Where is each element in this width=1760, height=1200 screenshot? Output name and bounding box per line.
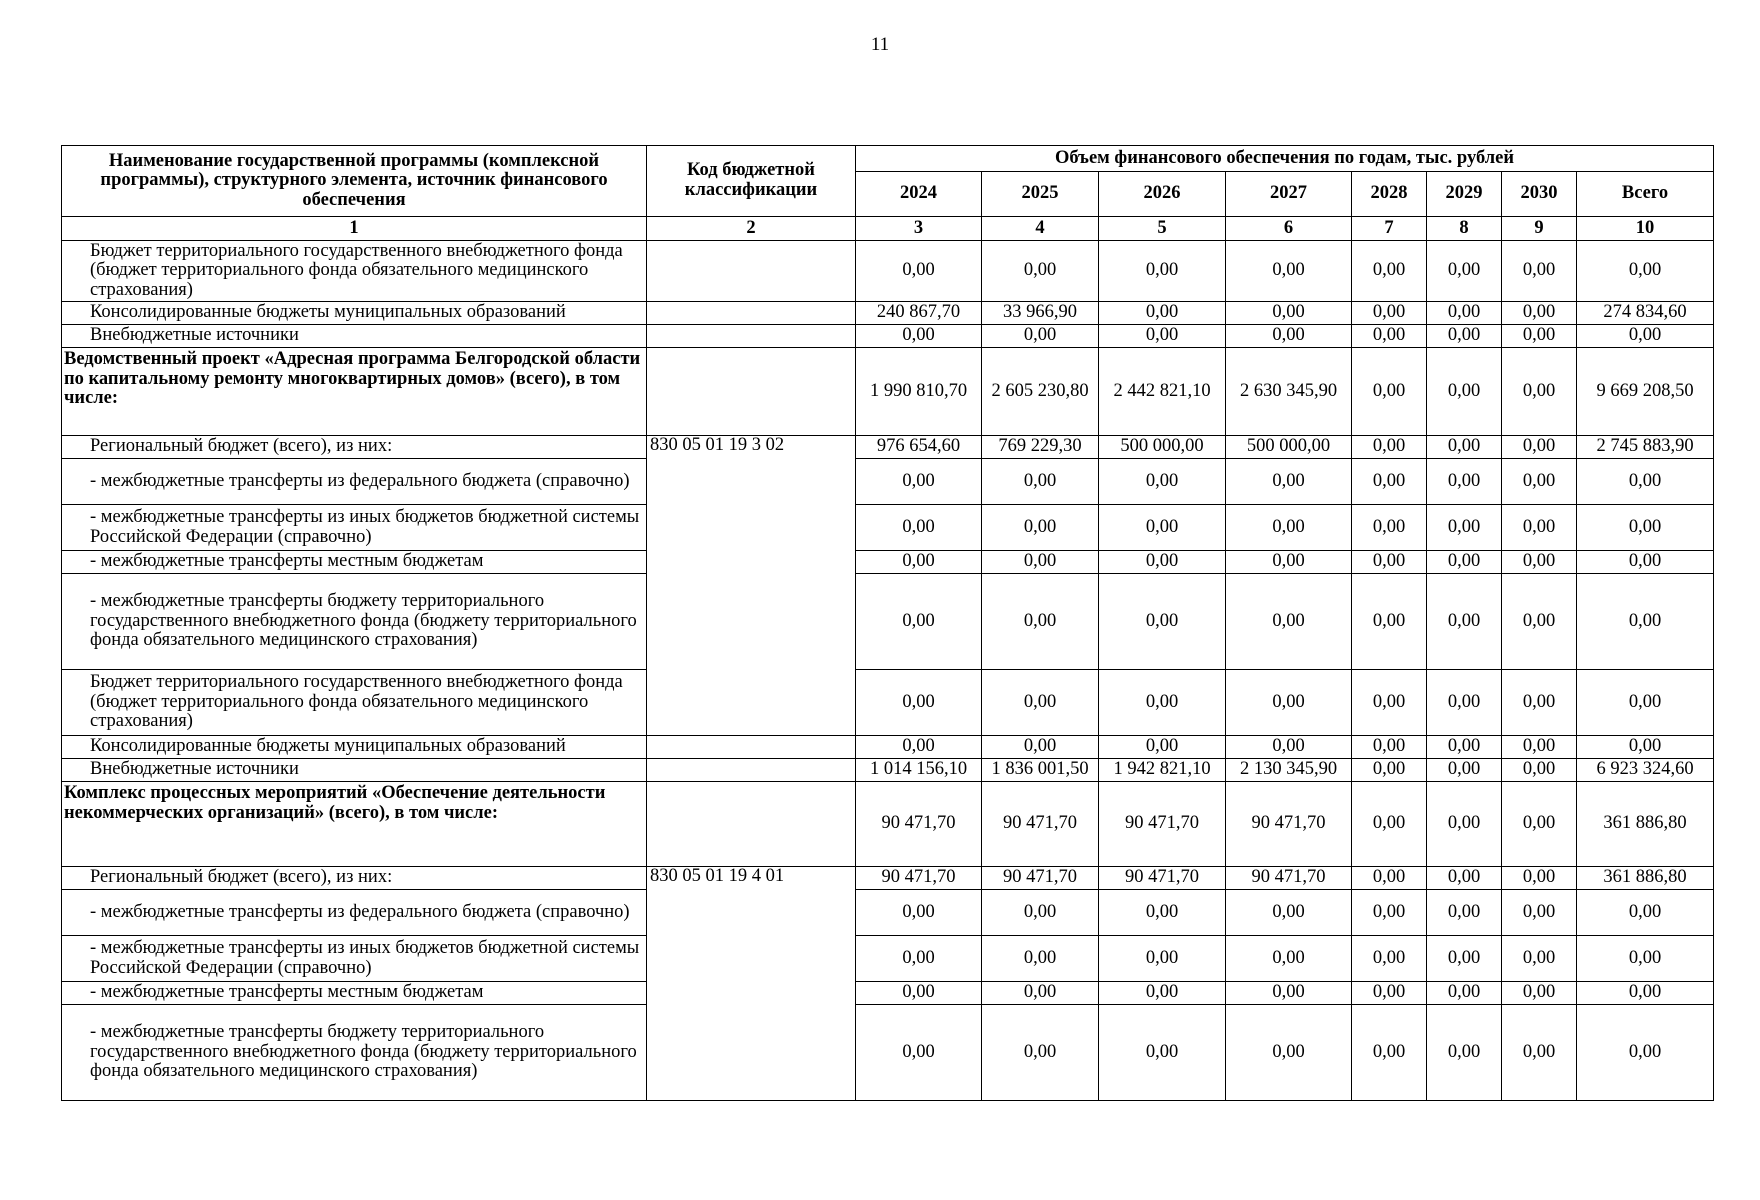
row-name: - межбюджетные трансферты местным бюджетам — [62, 551, 647, 574]
row-value-2029: 0,00 — [1427, 551, 1502, 574]
row-value-2024: 976 654,60 — [856, 436, 982, 459]
row-value-2025: 0,00 — [982, 936, 1099, 982]
row-value-2026: 0,00 — [1099, 325, 1226, 348]
row-value-2028: 0,00 — [1352, 241, 1427, 302]
row-value-2030: 0,00 — [1502, 936, 1577, 982]
row-value-2027: 0,00 — [1226, 982, 1352, 1005]
row-value-2030: 0,00 — [1502, 736, 1577, 759]
row-value-2028: 0,00 — [1352, 302, 1427, 325]
row-value-2030: 0,00 — [1502, 436, 1577, 459]
row-value-2029: 0,00 — [1427, 1005, 1502, 1101]
row-value-2024: 240 867,70 — [856, 302, 982, 325]
page-number: 11 — [870, 34, 890, 55]
row-value-2027: 0,00 — [1226, 736, 1352, 759]
row-value-2030: 0,00 — [1502, 505, 1577, 551]
row-value-2026: 90 471,70 — [1099, 782, 1226, 867]
row-value-2029: 0,00 — [1427, 782, 1502, 867]
header-year-2027: 2027 — [1226, 172, 1352, 217]
row-value-2027: 90 471,70 — [1226, 782, 1352, 867]
row-value-2029: 0,00 — [1427, 348, 1502, 436]
row-code — [647, 241, 856, 302]
row-value-total: 0,00 — [1577, 736, 1714, 759]
row-value-2026: 0,00 — [1099, 505, 1226, 551]
row-value-2028: 0,00 — [1352, 505, 1427, 551]
row-value-2028: 0,00 — [1352, 759, 1427, 782]
row-value-2025: 0,00 — [982, 1005, 1099, 1101]
row-value-2025: 33 966,90 — [982, 302, 1099, 325]
row-value-2024: 0,00 — [856, 505, 982, 551]
row-value-total: 2 745 883,90 — [1577, 436, 1714, 459]
row-value-2024: 0,00 — [856, 459, 982, 505]
row-value-2028: 0,00 — [1352, 436, 1427, 459]
row-value-2024: 0,00 — [856, 241, 982, 302]
row-value-total: 0,00 — [1577, 459, 1714, 505]
row-value-2027: 90 471,70 — [1226, 867, 1352, 890]
row-value-2024: 0,00 — [856, 574, 982, 670]
table-row — [62, 867, 1714, 890]
table-row — [62, 348, 1714, 436]
row-name: - межбюджетные трансферты местным бюджетам — [62, 982, 647, 1005]
row-code — [647, 302, 856, 325]
row-value-2025: 2 605 230,80 — [982, 348, 1099, 436]
row-name: - межбюджетные трансферты из федерального бюджета (справочно) — [62, 459, 647, 505]
row-value-2025: 0,00 — [982, 551, 1099, 574]
financing-table — [61, 145, 1714, 1101]
row-value-2026: 0,00 — [1099, 890, 1226, 936]
row-value-2024: 0,00 — [856, 1005, 982, 1101]
table-row — [62, 551, 1714, 574]
row-value-2030: 0,00 — [1502, 325, 1577, 348]
row-value-2026: 1 942 821,10 — [1099, 759, 1226, 782]
row-value-2030: 0,00 — [1502, 759, 1577, 782]
header-funding-group: Объем финансового обеспечения по годам, тыс. рублей — [856, 146, 1714, 172]
row-value-2024: 90 471,70 — [856, 782, 982, 867]
row-value-total: 361 886,80 — [1577, 867, 1714, 890]
row-value-total: 6 923 324,60 — [1577, 759, 1714, 782]
index-cell: 3 — [856, 217, 982, 241]
row-name: - межбюджетные трансферты бюджету территориального государственного внебюджетного фонда (бюджету территориального фонда обязательного медицинского страхования) — [62, 574, 647, 670]
row-value-2026: 0,00 — [1099, 241, 1226, 302]
row-value-total: 0,00 — [1577, 670, 1714, 736]
row-value-2028: 0,00 — [1352, 890, 1427, 936]
row-value-2027: 0,00 — [1226, 302, 1352, 325]
row-value-2027: 2 130 345,90 — [1226, 759, 1352, 782]
header-code: Код бюджетной классификации — [647, 146, 856, 217]
row-code: 830 05 01 19 3 02 — [647, 436, 856, 736]
row-name: Региональный бюджет (всего), из них: — [62, 867, 647, 890]
table-row — [62, 736, 1714, 759]
row-value-2026: 0,00 — [1099, 982, 1226, 1005]
index-cell: 6 — [1226, 217, 1352, 241]
row-code — [647, 325, 856, 348]
row-value-2024: 0,00 — [856, 982, 982, 1005]
row-value-2026: 0,00 — [1099, 459, 1226, 505]
table-row — [62, 890, 1714, 936]
table-row — [62, 302, 1714, 325]
row-value-total: 9 669 208,50 — [1577, 348, 1714, 436]
row-value-2027: 0,00 — [1226, 670, 1352, 736]
row-value-2025: 90 471,70 — [982, 782, 1099, 867]
index-cell: 1 — [62, 217, 647, 241]
row-value-total: 0,00 — [1577, 982, 1714, 1005]
row-value-2028: 0,00 — [1352, 670, 1427, 736]
index-cell: 5 — [1099, 217, 1226, 241]
row-value-2028: 0,00 — [1352, 574, 1427, 670]
row-value-2028: 0,00 — [1352, 459, 1427, 505]
header-year-2025: 2025 — [982, 172, 1099, 217]
row-value-total: 0,00 — [1577, 325, 1714, 348]
index-cell: 10 — [1577, 217, 1714, 241]
row-name: Бюджет территориального государственного внебюджетного фонда (бюджет территориального фонда обязательного медицинского страхования) — [62, 241, 647, 302]
index-cell: 4 — [982, 217, 1099, 241]
row-value-2027: 0,00 — [1226, 551, 1352, 574]
row-name: Консолидированные бюджеты муниципальных образований — [62, 302, 647, 325]
financing-table-wrapper — [61, 145, 1713, 1101]
row-value-2028: 0,00 — [1352, 936, 1427, 982]
row-value-2029: 0,00 — [1427, 574, 1502, 670]
row-value-2027: 2 630 345,90 — [1226, 348, 1352, 436]
table-row — [62, 759, 1714, 782]
row-value-2030: 0,00 — [1502, 551, 1577, 574]
row-code — [647, 759, 856, 782]
row-value-2030: 0,00 — [1502, 670, 1577, 736]
row-value-2028: 0,00 — [1352, 782, 1427, 867]
row-value-2030: 0,00 — [1502, 982, 1577, 1005]
row-value-2029: 0,00 — [1427, 759, 1502, 782]
header-name: Наименование государственной программы (комплексной программы), структурного элемента, источник финансового обеспечения — [62, 146, 647, 217]
row-code — [647, 348, 856, 436]
row-value-total: 0,00 — [1577, 241, 1714, 302]
row-value-2025: 0,00 — [982, 670, 1099, 736]
row-name: Внебюджетные источники — [62, 759, 647, 782]
row-value-2030: 0,00 — [1502, 459, 1577, 505]
row-value-2025: 769 229,30 — [982, 436, 1099, 459]
row-name: Бюджет территориального государственного внебюджетного фонда (бюджет территориального фонда обязательного медицинского страхования) — [62, 670, 647, 736]
row-value-2029: 0,00 — [1427, 736, 1502, 759]
row-value-2027: 0,00 — [1226, 505, 1352, 551]
header-total: Всего — [1577, 172, 1714, 217]
row-value-2025: 0,00 — [982, 325, 1099, 348]
row-value-2030: 0,00 — [1502, 302, 1577, 325]
row-value-2027: 0,00 — [1226, 890, 1352, 936]
row-value-2029: 0,00 — [1427, 505, 1502, 551]
row-value-2028: 0,00 — [1352, 867, 1427, 890]
row-value-2024: 0,00 — [856, 325, 982, 348]
row-value-total: 0,00 — [1577, 505, 1714, 551]
row-name: Региональный бюджет (всего), из них: — [62, 436, 647, 459]
row-name: Ведомственный проект «Адресная программа Белгородской области по капитальному ремонту многоквартирных домов» (всего), в том числе: — [62, 348, 647, 436]
row-value-2027: 0,00 — [1226, 1005, 1352, 1101]
row-value-2026: 0,00 — [1099, 736, 1226, 759]
row-value-2027: 0,00 — [1226, 936, 1352, 982]
row-value-total: 0,00 — [1577, 890, 1714, 936]
row-value-2027: 0,00 — [1226, 241, 1352, 302]
index-cell: 9 — [1502, 217, 1577, 241]
row-value-2026: 0,00 — [1099, 1005, 1226, 1101]
row-name: - межбюджетные трансферты бюджету территориального государственного внебюджетного фонда (бюджету территориального фонда обязательного медицинского страхования) — [62, 1005, 647, 1101]
row-value-2028: 0,00 — [1352, 348, 1427, 436]
row-value-2025: 0,00 — [982, 574, 1099, 670]
row-value-2028: 0,00 — [1352, 325, 1427, 348]
row-value-2027: 0,00 — [1226, 574, 1352, 670]
row-value-2026: 0,00 — [1099, 670, 1226, 736]
row-value-2025: 1 836 001,50 — [982, 759, 1099, 782]
row-name: - межбюджетные трансферты из иных бюджетов бюджетной системы Российской Федерации (справочно) — [62, 505, 647, 551]
table-row — [62, 936, 1714, 982]
header-year-2028: 2028 — [1352, 172, 1427, 217]
row-value-2029: 0,00 — [1427, 890, 1502, 936]
row-value-2026: 90 471,70 — [1099, 867, 1226, 890]
row-value-2025: 0,00 — [982, 505, 1099, 551]
row-name: Внебюджетные источники — [62, 325, 647, 348]
row-value-2030: 0,00 — [1502, 890, 1577, 936]
row-value-2030: 0,00 — [1502, 1005, 1577, 1101]
row-value-2028: 0,00 — [1352, 982, 1427, 1005]
row-value-2029: 0,00 — [1427, 936, 1502, 982]
row-value-2029: 0,00 — [1427, 670, 1502, 736]
row-value-2025: 0,00 — [982, 736, 1099, 759]
row-value-2026: 0,00 — [1099, 936, 1226, 982]
row-code — [647, 736, 856, 759]
row-value-2030: 0,00 — [1502, 782, 1577, 867]
index-cell: 2 — [647, 217, 856, 241]
table-row — [62, 574, 1714, 670]
row-value-total: 0,00 — [1577, 936, 1714, 982]
header-year-2024: 2024 — [856, 172, 982, 217]
row-value-2030: 0,00 — [1502, 574, 1577, 670]
row-value-2026: 0,00 — [1099, 574, 1226, 670]
row-value-2024: 90 471,70 — [856, 867, 982, 890]
row-value-2024: 1 990 810,70 — [856, 348, 982, 436]
row-value-2026: 0,00 — [1099, 302, 1226, 325]
row-value-total: 0,00 — [1577, 551, 1714, 574]
table-row — [62, 982, 1714, 1005]
table-row — [62, 459, 1714, 505]
row-code — [647, 782, 856, 867]
row-value-2026: 500 000,00 — [1099, 436, 1226, 459]
row-value-2026: 0,00 — [1099, 551, 1226, 574]
row-value-2027: 0,00 — [1226, 459, 1352, 505]
row-value-2024: 0,00 — [856, 890, 982, 936]
row-value-2027: 500 000,00 — [1226, 436, 1352, 459]
header-year-2030: 2030 — [1502, 172, 1577, 217]
table-row — [62, 782, 1714, 867]
table-row — [62, 670, 1714, 736]
row-value-2025: 0,00 — [982, 459, 1099, 505]
header-year-2026: 2026 — [1099, 172, 1226, 217]
table-row — [62, 325, 1714, 348]
row-value-total: 0,00 — [1577, 1005, 1714, 1101]
row-code: 830 05 01 19 4 01 — [647, 867, 856, 1101]
row-value-2029: 0,00 — [1427, 325, 1502, 348]
header-year-2029: 2029 — [1427, 172, 1502, 217]
row-name: - межбюджетные трансферты из иных бюджетов бюджетной системы Российской Федерации (справочно) — [62, 936, 647, 982]
row-value-2029: 0,00 — [1427, 867, 1502, 890]
row-value-2028: 0,00 — [1352, 736, 1427, 759]
table-row — [62, 505, 1714, 551]
row-value-2024: 0,00 — [856, 736, 982, 759]
row-value-total: 361 886,80 — [1577, 782, 1714, 867]
row-value-2030: 0,00 — [1502, 348, 1577, 436]
row-value-2029: 0,00 — [1427, 982, 1502, 1005]
row-value-2030: 0,00 — [1502, 241, 1577, 302]
row-name: - межбюджетные трансферты из федерального бюджета (справочно) — [62, 890, 647, 936]
row-value-2029: 0,00 — [1427, 302, 1502, 325]
row-value-2030: 0,00 — [1502, 867, 1577, 890]
row-value-2025: 90 471,70 — [982, 867, 1099, 890]
row-value-2028: 0,00 — [1352, 551, 1427, 574]
row-value-total: 0,00 — [1577, 574, 1714, 670]
row-value-2024: 0,00 — [856, 670, 982, 736]
row-value-2026: 2 442 821,10 — [1099, 348, 1226, 436]
row-value-2024: 1 014 156,10 — [856, 759, 982, 782]
row-value-2024: 0,00 — [856, 551, 982, 574]
row-value-2029: 0,00 — [1427, 459, 1502, 505]
table-row — [62, 436, 1714, 459]
row-value-total: 274 834,60 — [1577, 302, 1714, 325]
row-value-2028: 0,00 — [1352, 1005, 1427, 1101]
index-cell: 7 — [1352, 217, 1427, 241]
row-value-2025: 0,00 — [982, 241, 1099, 302]
row-name: Комплекс процессных мероприятий «Обеспечение деятельности некоммерческих организаций» (всего), в том числе: — [62, 782, 647, 867]
row-value-2029: 0,00 — [1427, 241, 1502, 302]
row-value-2024: 0,00 — [856, 936, 982, 982]
row-value-2029: 0,00 — [1427, 436, 1502, 459]
row-value-2025: 0,00 — [982, 982, 1099, 1005]
table-row — [62, 241, 1714, 302]
row-name: Консолидированные бюджеты муниципальных образований — [62, 736, 647, 759]
table-row — [62, 1005, 1714, 1101]
row-value-2027: 0,00 — [1226, 325, 1352, 348]
index-cell: 8 — [1427, 217, 1502, 241]
row-value-2025: 0,00 — [982, 890, 1099, 936]
